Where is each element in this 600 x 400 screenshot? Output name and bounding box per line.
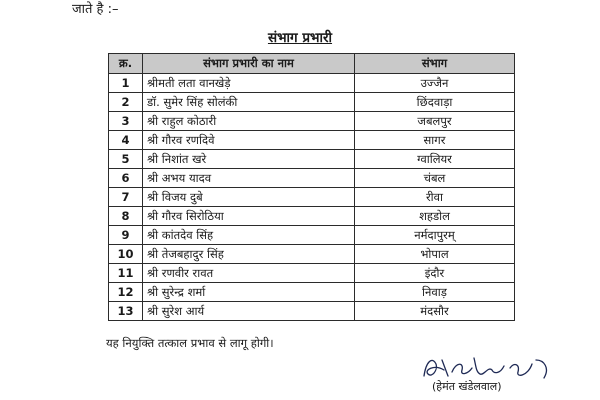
incharge-name-cell: श्री राहुल कोठारी <box>143 112 355 131</box>
incharge-name-cell: डॉ. सुमेर सिंह सोलंकी <box>143 93 355 112</box>
table-row <box>109 245 515 264</box>
division-cell: इंदौर <box>355 264 515 283</box>
incharge-name-cell: श्री विजय दुबे <box>143 188 355 207</box>
signatory-name: (हेमंत खंडेलवाल) <box>432 380 502 393</box>
table-row <box>109 169 515 188</box>
incharge-name-cell: श्री सुरेश आर्य <box>143 302 355 321</box>
table-title: संभाग प्रभारी <box>267 30 333 46</box>
signature-block <box>418 350 568 400</box>
table-row <box>109 93 515 112</box>
incharge-name-cell: श्री रणवीर रावत <box>143 264 355 283</box>
division-cell: जबलपुर <box>355 112 515 131</box>
serial-number-cell: 6 <box>109 169 143 188</box>
header-serial-number: क्र. <box>109 54 143 74</box>
handwritten-signature <box>418 350 568 384</box>
header-incharge-name: संभाग प्रभारी का नाम <box>143 54 355 74</box>
division-cell: निवाड़ <box>355 283 515 302</box>
incharge-name-cell: श्री अभय यादव <box>143 169 355 188</box>
division-cell: मंदसौर <box>355 302 515 321</box>
serial-number-cell: 9 <box>109 226 143 245</box>
table-row <box>109 188 515 207</box>
incharge-name-cell: श्रीमती लता वानखेड़े <box>143 74 355 93</box>
incharge-name-cell: श्री तेजबहादुर सिंह <box>143 245 355 264</box>
table-row <box>109 150 515 169</box>
header-division: संभाग <box>355 54 515 74</box>
serial-number-cell: 11 <box>109 264 143 283</box>
table-row <box>109 131 515 150</box>
table-row <box>109 283 515 302</box>
table-row <box>109 302 515 321</box>
incharge-name-cell: श्री गौरव सिरोठिया <box>143 207 355 226</box>
serial-number-cell: 1 <box>109 74 143 93</box>
intro-text: जाते है :– <box>72 2 119 17</box>
footer-note: यह नियुक्ति तत्काल प्रभाव से लागू होगी। <box>106 336 274 350</box>
table-row <box>109 207 515 226</box>
serial-number-cell: 2 <box>109 93 143 112</box>
division-incharge-table <box>108 53 515 321</box>
division-cell: शहडोल <box>355 207 515 226</box>
incharge-name-cell: श्री कांतदेव सिंह <box>143 226 355 245</box>
serial-number-cell: 7 <box>109 188 143 207</box>
division-cell: उज्जैन <box>355 74 515 93</box>
serial-number-cell: 4 <box>109 131 143 150</box>
division-cell: भोपाल <box>355 245 515 264</box>
serial-number-cell: 3 <box>109 112 143 131</box>
serial-number-cell: 13 <box>109 302 143 321</box>
serial-number-cell: 5 <box>109 150 143 169</box>
division-cell: ग्वालियर <box>355 150 515 169</box>
table-row <box>109 112 515 131</box>
table-row <box>109 226 515 245</box>
division-cell: सागर <box>355 131 515 150</box>
table-row <box>109 74 515 93</box>
incharge-name-cell: श्री निशांत खरे <box>143 150 355 169</box>
table-row <box>109 264 515 283</box>
division-cell: छिंदवाड़ा <box>355 93 515 112</box>
division-cell: चंबल <box>355 169 515 188</box>
table-header-row <box>109 54 515 74</box>
serial-number-cell: 8 <box>109 207 143 226</box>
incharge-name-cell: श्री सुरेन्द्र शर्मा <box>143 283 355 302</box>
division-cell: नर्मदापुरम् <box>355 226 515 245</box>
division-cell: रीवा <box>355 188 515 207</box>
serial-number-cell: 10 <box>109 245 143 264</box>
incharge-name-cell: श्री गौरव रणदिवे <box>143 131 355 150</box>
serial-number-cell: 12 <box>109 283 143 302</box>
